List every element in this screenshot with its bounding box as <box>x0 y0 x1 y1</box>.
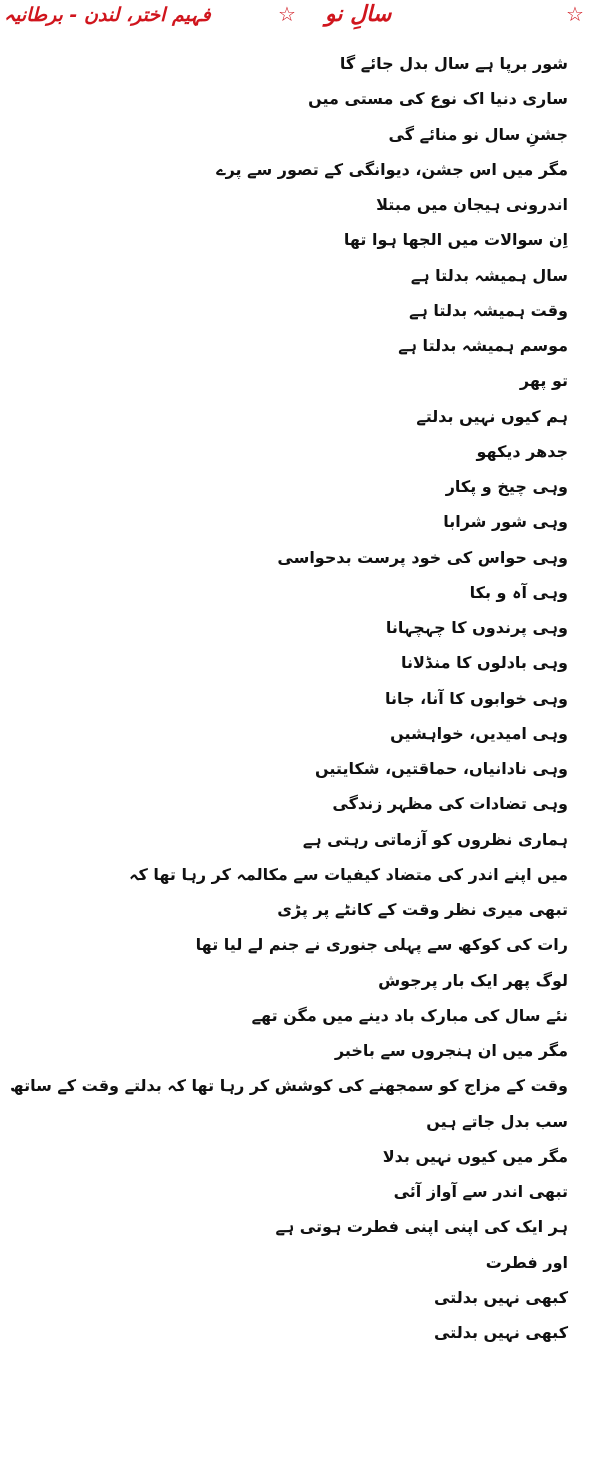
poem-line: ساری دنیا اک نوع کی مستی میں <box>308 89 568 109</box>
author-byline: فہیم اختر، لندن - برطانیہ <box>4 4 211 26</box>
poem-line: جدھر دیکھو <box>476 441 568 461</box>
poem-line: وہی بادلوں کا منڈلانا <box>400 653 568 673</box>
poem-line: کبھی نہیں بدلتی <box>433 1323 568 1342</box>
poem-line: شور برپا ہے سال بدل جائے گا <box>339 54 568 73</box>
poem-line: مگر میں کیوں نہیں بدلا <box>382 1146 568 1166</box>
poem-line: وہی آہ و بکا <box>469 582 568 602</box>
poem-line: وہی پرندوں کا چہچہانا <box>385 618 568 637</box>
poem-line: کبھی نہیں بدلتی <box>433 1287 568 1307</box>
poem-line: تبھی اندر سے آواز آئی <box>393 1182 568 1201</box>
poem-line: اِن سوالات میں الجھا ہوا تھا <box>343 230 568 250</box>
poem-line: سب بدل جاتے ہیں <box>426 1111 568 1131</box>
poem-title: سالِ نو <box>325 2 392 27</box>
poem-line: مگر میں ان ہنجروں سے باخبر <box>334 1041 568 1060</box>
poem-line: اور فطرت <box>485 1252 568 1272</box>
poem-line: اندرونی ہیجان میں مبتلا <box>376 195 568 214</box>
poem-line: تو پھر <box>519 371 568 391</box>
poem-line: وقت ہمیشہ بدلتا ہے <box>409 300 568 320</box>
poem-line: وہی نادانیاں، حماقتیں، شکایتیں <box>314 759 568 778</box>
poem-line: وہی خوابوں کا آنا، جانا <box>385 688 568 708</box>
header <box>0 0 590 40</box>
poem-line: میں اپنے اندر کی متضاد کیفیات سے مکالمہ کر رہا تھا کہ <box>129 864 568 884</box>
poem-body <box>8 52 568 1356</box>
poem-line: ہم کیوں نہیں بدلتے <box>416 406 568 426</box>
poem-line: مگر میں اس جشن، دیوانگی کے تصور سے پرے <box>216 159 568 179</box>
poem-line: نئے سال کی مبارک باد دینے میں مگن تھے <box>251 1005 568 1025</box>
poem-line: رات کی کوکھ سے پہلی جنوری نے جنم لے لیا تھا <box>195 935 568 955</box>
poem-line: وقت کے مزاج کو سمجھنے کی کوشش کر رہا تھا کہ بدلتے وقت کے ساتھ <box>9 1076 568 1096</box>
poem-line: لوگ پھر ایک بار پرجوش <box>378 970 568 990</box>
star-icon: ☆ <box>566 2 584 26</box>
poem-line: وہی تضادات کی مظہر زندگی <box>332 794 568 814</box>
poem-line: وہی چیخ و پکار <box>445 477 568 496</box>
poem-line: وہی حواس کی خود پرست بدحواسی <box>277 547 568 567</box>
poem-line: سال ہمیشہ بدلتا ہے <box>410 265 568 285</box>
poem-line: وہی شور شرابا <box>443 512 568 532</box>
poem-line: ہر ایک کی اپنی اپنی فطرت ہوتی ہے <box>275 1217 568 1237</box>
poem-line: تبھی میری نظر وقت کے کانٹے پر پڑی <box>277 900 568 919</box>
poem-line: جشنِ سال نو منائے گی <box>388 124 568 144</box>
poem-line: موسم ہمیشہ بدلتا ہے <box>398 336 568 355</box>
star-icon: ☆ <box>278 2 296 26</box>
poem-line: ہماری نظروں کو آزماتی رہتی ہے <box>302 829 568 849</box>
poem-line: وہی امیدیں، خواہشیں <box>390 723 568 743</box>
